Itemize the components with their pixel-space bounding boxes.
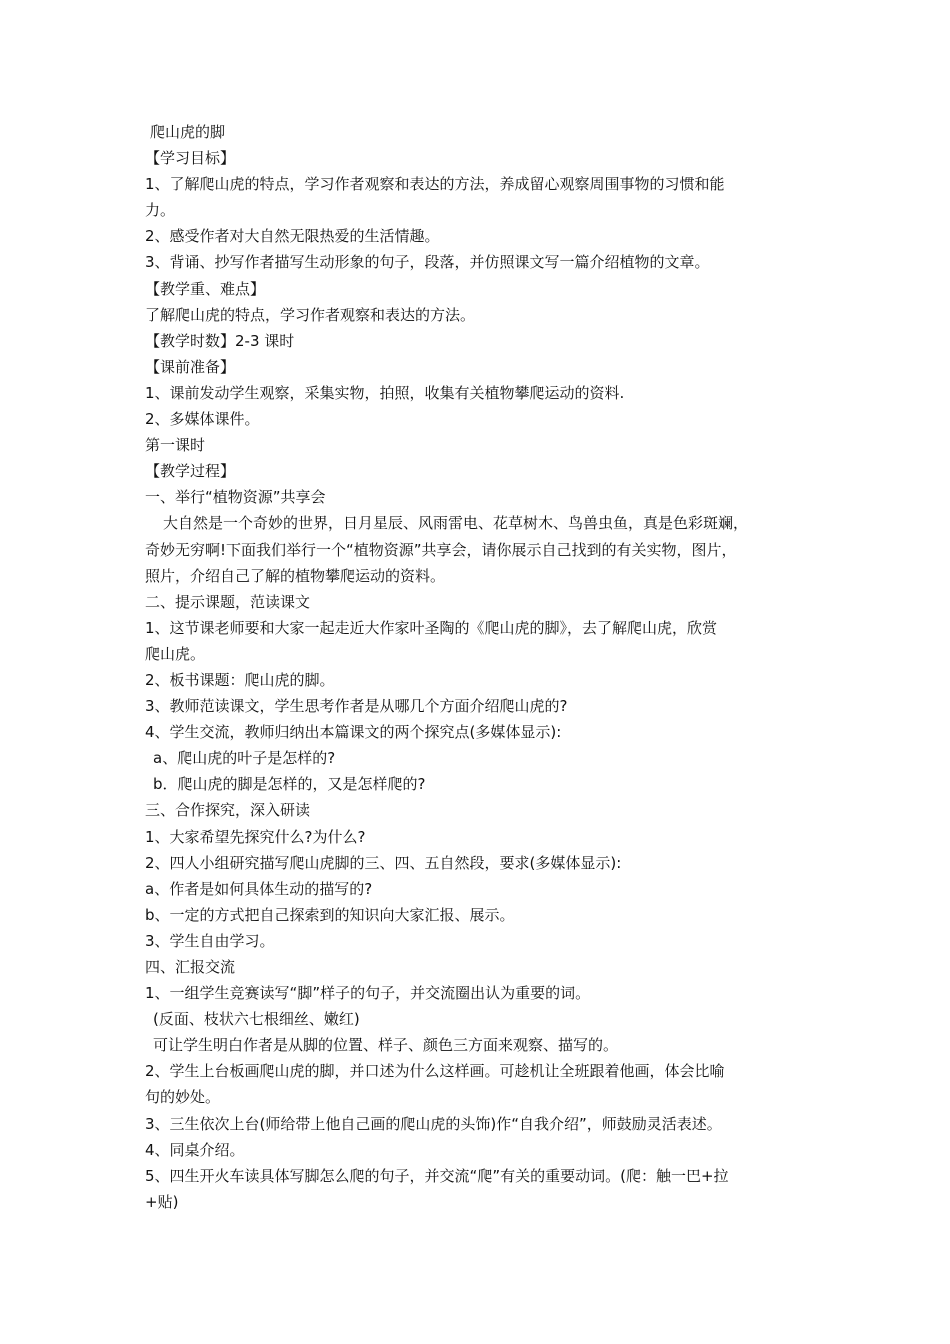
- text-line: 1、课前发动学生观察，采集实物，拍照，收集有关植物攀爬运动的资料.: [145, 383, 625, 402]
- section-heading-learning-goals: 【学习目标】: [145, 149, 236, 168]
- lesson-label: 第一课时: [145, 436, 206, 455]
- text-line: +贴): [145, 1192, 179, 1211]
- text-line: 4、学生交流，教师归纳出本篇课文的两个探究点(多媒体显示):: [145, 723, 562, 742]
- text-line: (反面、枝状六七根细丝、嫩红): [153, 1010, 360, 1029]
- text-line: 2、四人小组研究描写爬山虎脚的三、四、五自然段，要求(多媒体显示):: [145, 853, 622, 872]
- text-line: 2、感受作者对大自然无限热爱的生活情趣。: [145, 227, 440, 246]
- text-line: 1、了解爬山虎的特点，学习作者观察和表达的方法，养成留心观察周围事物的习惯和能: [145, 175, 725, 194]
- text-line: 2、多媒体课件。: [145, 410, 260, 429]
- text-line: 可让学生明白作者是从脚的位置、样子、颜色三方面来观察、描写的。: [153, 1036, 619, 1055]
- section-heading-key-points: 【教学重、难点】: [145, 279, 266, 298]
- text-line: 2、学生上台板画爬山虎的脚，并口述为什么这样画。可趁机让全班跟着他画，体会比喻: [145, 1062, 725, 1081]
- section-heading-teaching-hours: 【教学时数】2-3 课时: [145, 331, 295, 350]
- text-line: 3、教师范读课文，学生思考作者是从哪几个方面介绍爬山虎的?: [145, 697, 568, 716]
- step-heading-2: 二、提示课题，范读课文: [145, 592, 311, 611]
- text-line: 了解爬山虎的特点，学习作者观察和表达的方法。: [145, 305, 476, 324]
- document-body: [145, 119, 825, 1215]
- text-line: a、作者是如何具体生动的描写的?: [145, 879, 373, 898]
- text-line: 4、同桌介绍。: [145, 1140, 245, 1159]
- text-line: 大自然是一个奇妙的世界，日月星辰、风雨雷电、花草树木、鸟兽虫鱼，真是色彩斑斓，: [163, 514, 749, 533]
- document-title: 爬山虎的脚: [150, 123, 226, 141]
- text-line: b、一定的方式把自己探索到的知识向大家汇报、展示。: [145, 905, 515, 924]
- text-line: 5、四生开火车读具体写脚怎么爬的句子，并交流“爬”有关的重要动词。(爬：触一巴+拉: [145, 1166, 729, 1185]
- section-heading-preparation: 【课前准备】: [145, 357, 236, 376]
- text-line: a、爬山虎的叶子是怎样的?: [153, 749, 336, 768]
- step-heading-1: 一、举行“植物资源”共享会: [145, 488, 326, 507]
- text-line: b．爬山虎的脚是怎样的，又是怎样爬的?: [153, 775, 426, 794]
- section-heading-process: 【教学过程】: [145, 462, 236, 481]
- text-line: 照片，介绍自己了解的植物攀爬运动的资料。: [145, 566, 446, 585]
- text-line: 力。: [145, 201, 176, 220]
- text-line: 1、一组学生竞赛读写“脚”样子的句子，并交流圈出认为重要的词。: [145, 984, 591, 1003]
- text-line: 3、学生自由学习。: [145, 931, 275, 950]
- text-line: 3、背诵、抄写作者描写生动形象的句子，段落，并仿照课文写一篇介绍植物的文章。: [145, 253, 710, 272]
- text-line: 1、这节课老师要和大家一起走近大作家叶圣陶的《爬山虎的脚》，去了解爬山虎，欣赏: [145, 618, 718, 637]
- text-line: 3、三生依次上台(师给带上他自己画的爬山虎的头饰)作“自我介绍”，师鼓励灵活表述。: [145, 1114, 722, 1133]
- text-line: 2、板书课题：爬山虎的脚。: [145, 670, 335, 689]
- step-heading-4: 四、汇报交流: [145, 958, 236, 976]
- step-heading-3: 三、合作探究，深入研读: [145, 801, 311, 820]
- text-line: 奇妙无穷啊!下面我们举行一个“植物资源”共享会，请你展示自己找到的有关实物，图片，: [145, 540, 737, 559]
- text-line: 1、大家希望先探究什么?为什么?: [145, 827, 366, 846]
- text-line: 爬山虎。: [145, 644, 206, 663]
- text-line: 句的妙处。: [145, 1088, 221, 1107]
